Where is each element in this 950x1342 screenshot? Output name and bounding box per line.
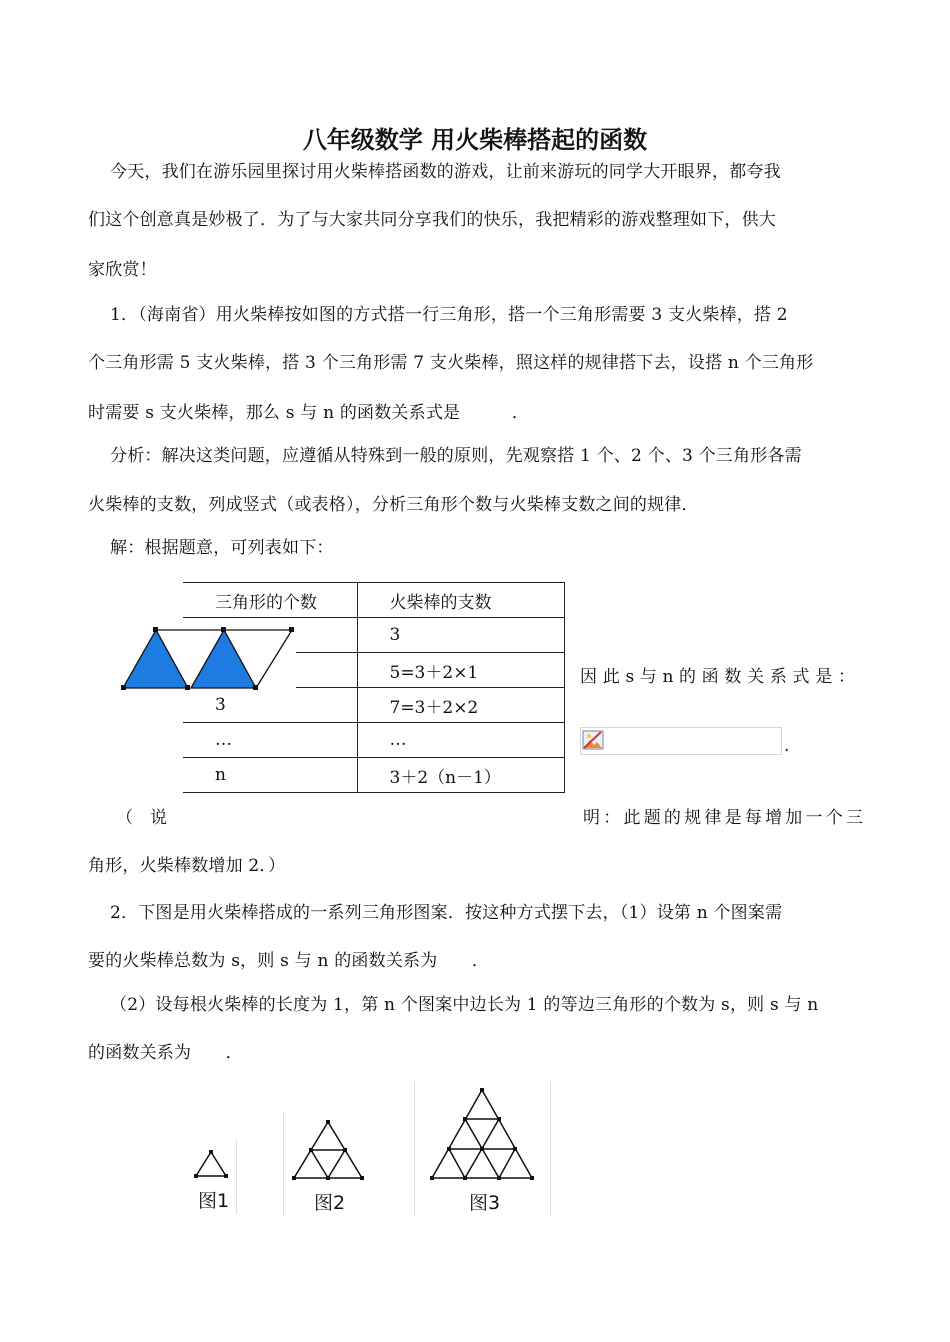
figure-1-triangles bbox=[184, 1140, 236, 1184]
broken-image-icon bbox=[581, 728, 605, 752]
analysis-line-1: 分析：解决这类问题，应遵循从特殊到一般的原则，先观察搭 1 个、2 个、3 个三角形各需 bbox=[110, 446, 802, 466]
table-cell: 7=3＋2×2 bbox=[357, 688, 564, 723]
analysis-line-2: 火柴棒的支数，列成竖式（或表格），分析三角形个数与火柴棒支数之间的规律． bbox=[88, 495, 699, 515]
intro-line-2: 们这个创意真是妙极了．为了与大家共同分享我们的快乐，我把精彩的游戏整理如下，供大 bbox=[88, 210, 776, 230]
note-ming: 明：此题的规律是每增加一个三 bbox=[583, 808, 863, 828]
note-shuo: 说 bbox=[150, 808, 167, 828]
triangle-row-figure bbox=[118, 622, 298, 694]
table-row bbox=[183, 758, 564, 793]
table-cell: … bbox=[357, 723, 564, 758]
table-cell: 5=3＋2×1 bbox=[357, 653, 564, 688]
table-cell: 3 bbox=[357, 618, 564, 653]
table-header-cell: 三角形的个数 bbox=[183, 583, 357, 618]
table-cell: n bbox=[183, 758, 357, 793]
q2-line-4: 的函数关系为 ． bbox=[88, 1043, 243, 1063]
table-cell: 3 bbox=[183, 688, 357, 723]
note-line-2: 角形，火柴棒数增加 2．） bbox=[88, 856, 286, 876]
q2-line-2: 要的火柴棒总数为 s，则 s 与 n 的函数关系为 ． bbox=[88, 951, 490, 971]
table-cell: 3＋2（n－1） bbox=[357, 758, 564, 793]
table-header-row bbox=[183, 583, 564, 618]
table-row bbox=[183, 723, 564, 758]
q1-line-1: 1．（海南省）用火柴棒按如图的方式搭一行三角形，搭一个三角形需要 3 支火柴棒，搭 2 bbox=[110, 305, 788, 325]
intro-line-1 bbox=[88, 157, 863, 182]
solution-line: 解：根据题意，可列表如下： bbox=[110, 538, 334, 558]
figure-1 bbox=[184, 1140, 237, 1214]
figure-2-triangles bbox=[284, 1112, 372, 1186]
table-cell: … bbox=[183, 723, 357, 758]
q1-line-2: 个三角形需 5 支火柴棒，搭 3 个三角形需 7 支火柴棒，照这样的规律搭下去，设搭 n 个三角形 bbox=[88, 353, 814, 373]
note-open-paren: （ bbox=[116, 808, 133, 828]
relation-text: 因 此 s 与 n 的 函 数 关 系 式 是 ： bbox=[580, 667, 855, 687]
formula-image-placeholder bbox=[580, 727, 782, 755]
intro-text-1: 今天，我们在游乐园里探讨用火柴棒搭函数的游戏，让前来游玩的同学大开眼界，都夸我 bbox=[110, 162, 781, 182]
q2-line-3: （2）设每根火柴棒的长度为 1，第 n 个图案中边长为 1 的等边三角形的个数为 s，则 s 与 n bbox=[110, 995, 819, 1015]
table-header-cell: 火柴棒的支数 bbox=[357, 583, 564, 618]
q1-line-3: 时需要 s 支火柴棒，那么 s 与 n 的函数关系式是 ． bbox=[88, 403, 530, 423]
figure-2-label: 图2 bbox=[314, 1192, 346, 1214]
relation-end: . bbox=[784, 736, 790, 756]
figure-3-label: 图3 bbox=[469, 1192, 501, 1214]
page-title: 八年级数学 用火柴棒搭起的函数 bbox=[302, 126, 648, 154]
q2-line-1: 2．下图是用火柴棒搭成的一系列三角形图案．按这种方式摆下去，（1）设第 n 个图案需 bbox=[110, 903, 783, 923]
figure-3 bbox=[414, 1082, 551, 1216]
intro-line-3: 家欣赏！ bbox=[88, 260, 157, 280]
figure-2 bbox=[283, 1112, 372, 1216]
figure-3-triangles bbox=[415, 1082, 550, 1186]
figure-1-label: 图1 bbox=[198, 1190, 230, 1212]
